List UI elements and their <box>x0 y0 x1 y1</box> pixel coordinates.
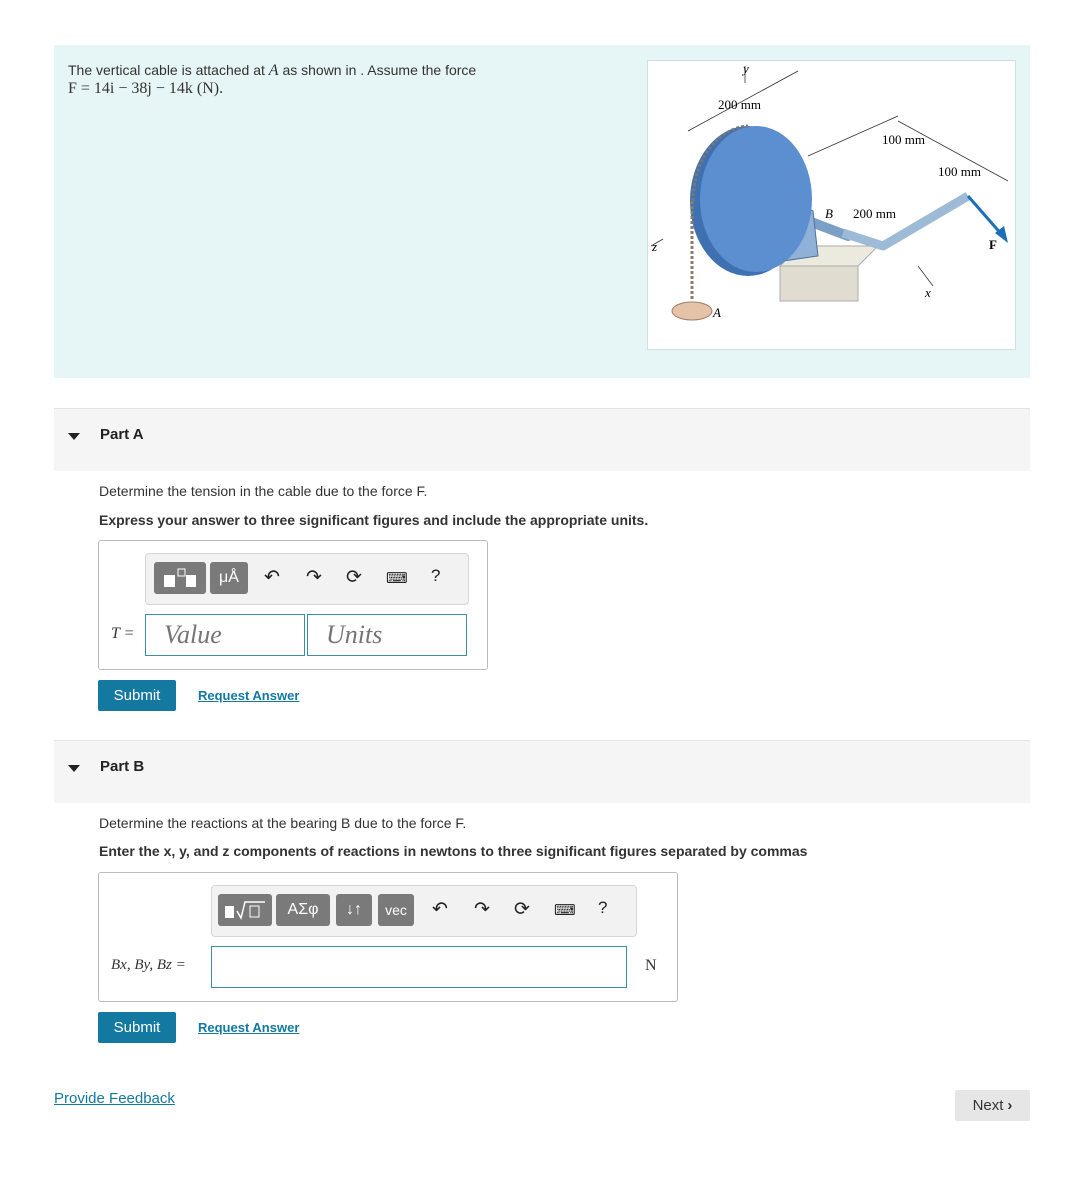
part-a-instruction: Express your answer to three significant figures and include the appropriate units. <box>99 512 649 528</box>
caret-down-icon[interactable] <box>68 765 80 772</box>
problem-statement <box>54 45 1030 378</box>
undo-icon[interactable]: ↶ <box>432 899 448 920</box>
part-a-header[interactable] <box>54 408 1030 471</box>
dimension-label: 100 mm <box>938 164 981 179</box>
point-b-label: B <box>825 206 833 221</box>
help-icon[interactable]: ? <box>431 566 441 585</box>
part-a-submit-button[interactable]: Submit <box>98 680 176 711</box>
point-a-label: A <box>713 305 721 320</box>
part-b-toolbar <box>211 885 637 937</box>
part-a-answer-box <box>98 540 488 670</box>
dimension-label: 100 mm <box>882 132 925 147</box>
template-sqrt-button[interactable] <box>218 894 272 926</box>
template-sqrt-icon <box>223 899 267 921</box>
force-equation: F = 14i − 38j − 14k (N). <box>68 80 224 97</box>
part-b-request-answer-link[interactable]: Request Answer <box>198 1020 300 1035</box>
next-button-label: Next <box>972 1097 1004 1114</box>
caret-down-icon[interactable] <box>68 433 80 440</box>
reset-icon[interactable]: ⟳ <box>514 899 530 920</box>
arrows-button[interactable]: ↓↑ <box>336 894 372 926</box>
part-a-title: Part A <box>100 426 144 443</box>
axis-y-label: y <box>743 61 749 76</box>
part-b-header[interactable] <box>54 740 1030 803</box>
force-f-label: F <box>989 237 997 252</box>
part-a-toolbar <box>145 553 469 605</box>
part-a-question: Determine the tension in the cable due to the force F. <box>99 483 428 499</box>
dimension-label: 200 mm <box>718 97 761 112</box>
problem-text: The vertical cable is attached at A as shown in . Assume the force F = 14i − 38j − 14k (N). <box>68 62 477 97</box>
help-icon[interactable]: ? <box>598 898 608 917</box>
newton-unit-label: N <box>645 957 657 974</box>
undo-icon[interactable]: ↶ <box>264 567 280 588</box>
keyboard-icon[interactable]: ⌨ <box>386 570 408 587</box>
part-b-instruction: Enter the x, y, and z components of reactions in newtons to three significant figures separated by commas <box>99 843 808 859</box>
axis-z-label: z <box>652 239 658 254</box>
reactions-label: Bx, By, Bz = <box>111 957 186 973</box>
reactions-input[interactable] <box>211 946 627 988</box>
problem-figure <box>647 60 1016 350</box>
greek-button[interactable]: ΑΣφ <box>276 894 330 926</box>
next-button[interactable] <box>955 1090 1030 1121</box>
part-b-answer-box <box>98 872 678 1002</box>
redo-icon[interactable]: ↷ <box>474 899 490 920</box>
units-button[interactable]: μÅ <box>210 562 248 594</box>
reset-icon[interactable]: ⟳ <box>346 567 362 588</box>
chevron-right-icon: › <box>1007 1097 1013 1114</box>
keyboard-icon[interactable]: ⌨ <box>554 902 576 919</box>
value-input[interactable] <box>145 614 305 656</box>
tension-label: T = <box>111 625 135 642</box>
units-input[interactable] <box>307 614 467 656</box>
template-button[interactable] <box>154 562 206 594</box>
part-b-submit-button[interactable]: Submit <box>98 1012 176 1043</box>
part-b-question: Determine the reactions at the bearing B due to the force F. <box>99 815 467 831</box>
provide-feedback-link[interactable]: Provide Feedback <box>54 1090 175 1107</box>
part-b-title: Part B <box>100 758 145 775</box>
dimension-label: 200 mm <box>853 206 896 221</box>
axis-x-label: x <box>925 285 931 300</box>
vec-button[interactable]: vec <box>378 894 414 926</box>
part-a-request-answer-link[interactable]: Request Answer <box>198 688 300 703</box>
redo-icon[interactable]: ↷ <box>306 567 322 588</box>
template-icon <box>162 567 198 589</box>
